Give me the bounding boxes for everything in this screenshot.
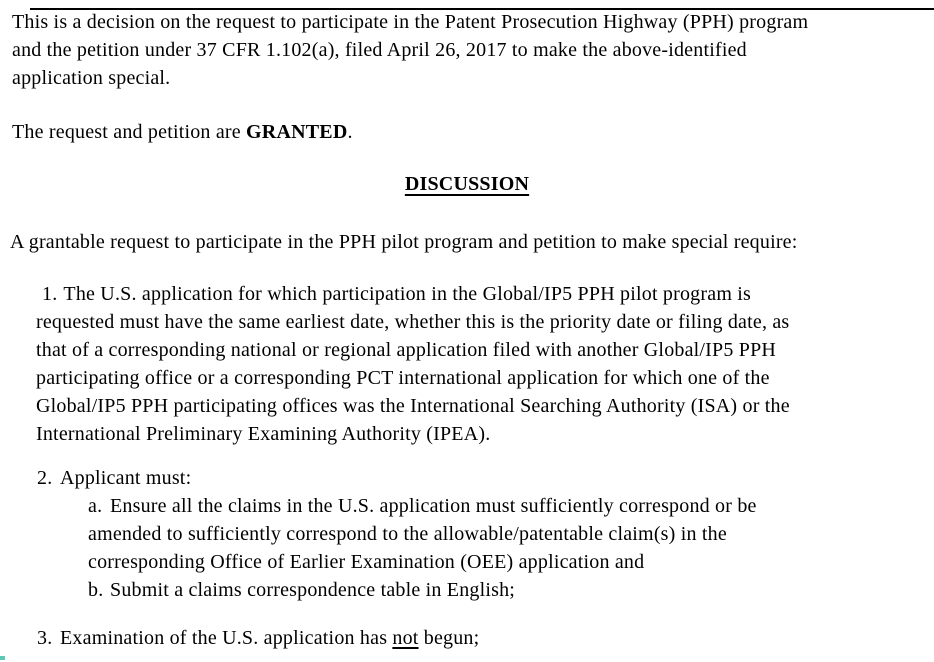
sub-item-b-text: Submit a claims correspondence table in English;	[110, 579, 516, 601]
sub-item-a-line: amended to sufficiently correspond to the allowable/patentable claim(s) in the	[88, 523, 727, 545]
grant-suffix: .	[347, 121, 353, 143]
requirement-item-1	[36, 280, 934, 448]
requirement-1-line: requested must have the same earliest date, whether this is the priority date or filing date, as	[36, 311, 790, 333]
requirement-1-text: The U.S. application for which participation in the Global/IP5 PPH pilot program is	[63, 283, 752, 305]
granted-word: GRANTED	[246, 121, 348, 143]
requirement-1-line: International Preliminary Examining Authority (IPEA).	[36, 423, 491, 445]
sub-item-a-line	[88, 492, 934, 520]
requirement-2-header	[37, 464, 934, 492]
intro-line: application special.	[12, 67, 171, 89]
document-page	[0, 8, 934, 652]
sub-item-b-line	[88, 576, 934, 604]
requirements-intro: A grantable request to participate in the PPH pilot program and petition to make special require:	[10, 231, 798, 253]
requirement-3-after: begun;	[418, 627, 480, 649]
scan-artifact-top-line	[30, 8, 934, 10]
requirement-1-line	[36, 280, 934, 308]
requirement-item-3	[37, 624, 934, 652]
sub-item-letter: b.	[88, 579, 104, 601]
intro-line: and the petition under 37 CFR 1.102(a), filed April 26, 2017 to make the above-identified	[12, 39, 747, 61]
sub-item-a-line: corresponding Office of Earlier Examination (OEE) application and	[88, 551, 645, 573]
requirement-3-underlined-word: not	[392, 627, 419, 649]
sub-item-a	[88, 492, 934, 604]
requirement-1-line: Global/IP5 PPH participating offices was the International Searching Authority (ISA) or the	[36, 395, 790, 417]
grant-prefix: The request and petition are	[12, 121, 247, 143]
requirement-1-line: participating office or a corresponding PCT international application for which one of the	[36, 367, 770, 389]
scan-artifact-corner-mark	[0, 656, 5, 660]
requirement-item-2	[37, 464, 934, 604]
requirement-1-line: that of a corresponding national or regional application filed with another Global/IP5 PPH	[36, 339, 777, 361]
grant-statement	[12, 118, 934, 146]
intro-line: This is a decision on the request to participate in the Patent Prosecution Highway (PPH) program	[12, 11, 809, 33]
sub-item-a-text: Ensure all the claims in the U.S. application must sufficiently correspond or be	[110, 495, 757, 517]
sub-item-letter: a.	[88, 495, 103, 517]
requirement-2-label: Applicant must:	[60, 467, 192, 489]
requirement-3-before: Examination of the U.S. application has	[60, 627, 393, 649]
discussion-heading: DISCUSSION	[404, 173, 530, 195]
item-number: 3.	[37, 627, 53, 649]
item-number: 2.	[37, 467, 53, 489]
intro-paragraph	[12, 8, 934, 92]
item-number: 1.	[42, 283, 58, 305]
